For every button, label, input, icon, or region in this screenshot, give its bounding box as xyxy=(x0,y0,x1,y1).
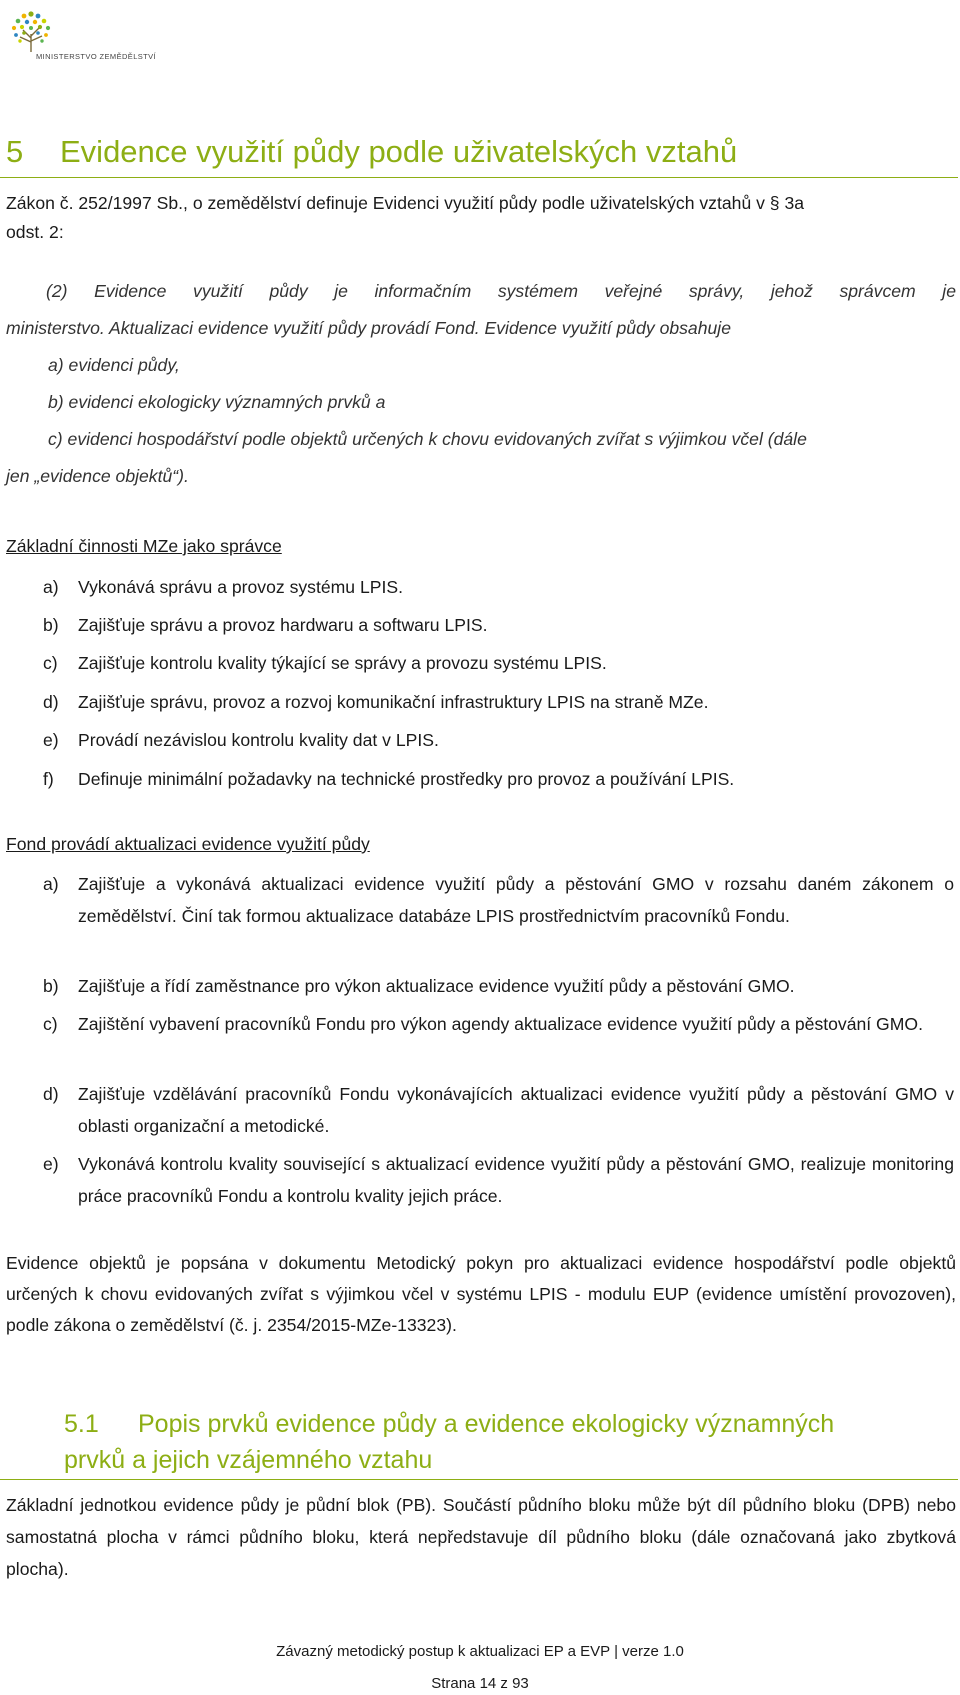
list-marker: a) xyxy=(43,874,59,894)
list-marker: d) xyxy=(43,1084,59,1104)
section-number: 5 xyxy=(6,134,24,169)
list-text: Vykonává kontrolu kvality související s aktualizací evidence využití půdy a pěstování GMO, realizuje monitoring práce pracovníků Fondu a kontrolu kvality jejich práce. xyxy=(78,1154,954,1206)
list-text: Definuje minimální požadavky na technické prostředky pro provoz a používání LPIS. xyxy=(78,769,735,789)
list-marker: d) xyxy=(43,692,59,712)
subsection-rule xyxy=(0,1479,958,1480)
list-text: Zajišťuje a vykonává aktualizaci evidence využití půdy a pěstování GMO v rozsahu daném zákonem o zemědělství. Činí tak formou aktualizace databáze LPIS prostřednictvím pracovníků Fondu. xyxy=(78,874,954,926)
list-text: Zajištění vybavení pracovníků Fondu pro výkon agendy aktualizace evidence využití půdy a pěstování GMO. xyxy=(78,1014,923,1034)
tree-logo-icon xyxy=(6,4,56,54)
quote-line-1: (2) Evidence využití půdy je informačním systémem veřejné správy, jehož správcem je xyxy=(46,281,956,301)
subsection-title-line-1: Popis prvků evidence půdy a evidence ekologicky významných xyxy=(138,1410,835,1438)
list-text: Zajišťuje správu a provoz hardwaru a softwaru LPIS. xyxy=(78,615,488,635)
list-marker: e) xyxy=(43,1154,59,1174)
list-text: Zajišťuje správu, provoz a rozvoj komunikační infrastruktury LPIS na straně MZe. xyxy=(78,692,709,712)
list-marker: e) xyxy=(43,730,59,750)
list-item xyxy=(43,1148,957,1212)
subsection-title-line-2: prvků a jejich vzájemného vztahu xyxy=(64,1446,433,1474)
subsection-number: 5.1 xyxy=(64,1410,99,1438)
list-text: Zajišťuje kontrolu kvality týkající se správy a provozu systému LPIS. xyxy=(78,653,607,673)
footer-page-number: Strana 14 z 93 xyxy=(431,1675,529,1692)
intro-line-1: Zákon č. 252/1997 Sb., o zemědělství definuje Evidenci využití půdy podle uživatelských vztahů v § 3a xyxy=(6,193,805,213)
list-marker: f) xyxy=(43,769,54,789)
mze-heading: Základní činnosti MZe jako správce xyxy=(6,536,282,556)
objekty-paragraph: Evidence objektů je popsána v dokumentu Metodický pokyn pro aktualizaci evidence hospodářství podle objektů určených k chovu evidovaných zvířat s výjimkou včel v systému LPIS - modulu EUP (evidence umístění provozoven), podle zákona o zemědělství (č. j. 2354/2015-MZe-13323). xyxy=(6,1253,956,1335)
quote-item-a: a) evidenci půdy, xyxy=(48,355,180,375)
intro-line-2: odst. 2: xyxy=(6,222,64,242)
list-marker: b) xyxy=(43,976,59,996)
list-text: Zajišťuje vzdělávání pracovníků Fondu vykonávajících aktualizaci evidence využití půdy a pěstování GMO v oblasti organizační a metodické. xyxy=(78,1084,954,1136)
list-text: Zajišťuje a řídí zaměstnance pro výkon aktualizace evidence využití půdy a pěstování GMO. xyxy=(78,976,795,996)
list-item xyxy=(43,1078,957,1142)
list-item xyxy=(43,868,957,964)
list-text: Vykonává správu a provoz systému LPIS. xyxy=(78,577,403,597)
quote-item-c-line-1: c) evidenci hospodářství podle objektů určených k chovu evidovaných zvířat s výjimkou včel (dále xyxy=(48,429,807,449)
quote-line-2: ministerstvo. Aktualizaci evidence využití půdy provádí Fond. Evidence využití půdy obsahuje xyxy=(6,318,731,338)
list-marker: b) xyxy=(43,615,59,635)
subsection-paragraph: Základní jednotkou evidence půdy je půdní blok (PB). Součástí půdního bloku může být díl půdního bloku (DPB) nebo samostatná plocha v rámci půdního bloku, která nepředstavuje díl půdního bloku (dále označovaná jako zbytková plocha). xyxy=(6,1495,956,1579)
list-marker: c) xyxy=(43,1014,58,1034)
quote-item-b: b) evidenci ekologicky významných prvků a xyxy=(48,392,386,412)
quote-item-c-line-2: jen „evidence objektů“). xyxy=(6,466,189,486)
logo-text: MINISTERSTVO ZEMĚDĚLSTVÍ xyxy=(36,52,157,61)
section-heading xyxy=(6,132,956,172)
footer-title: Závazný metodický postup k aktualizaci EP a EVP | verze 1.0 xyxy=(276,1643,684,1660)
ministry-logo xyxy=(6,4,156,66)
heading-rule xyxy=(0,177,958,178)
fond-heading: Fond provádí aktualizaci evidence využití půdy xyxy=(6,834,370,854)
section-title: Evidence využití půdy podle uživatelských vztahů xyxy=(60,134,738,169)
list-marker: a) xyxy=(43,577,59,597)
list-item xyxy=(43,1008,957,1072)
list-marker: c) xyxy=(43,653,58,673)
list-text: Provádí nezávislou kontrolu kvality dat v LPIS. xyxy=(78,730,439,750)
